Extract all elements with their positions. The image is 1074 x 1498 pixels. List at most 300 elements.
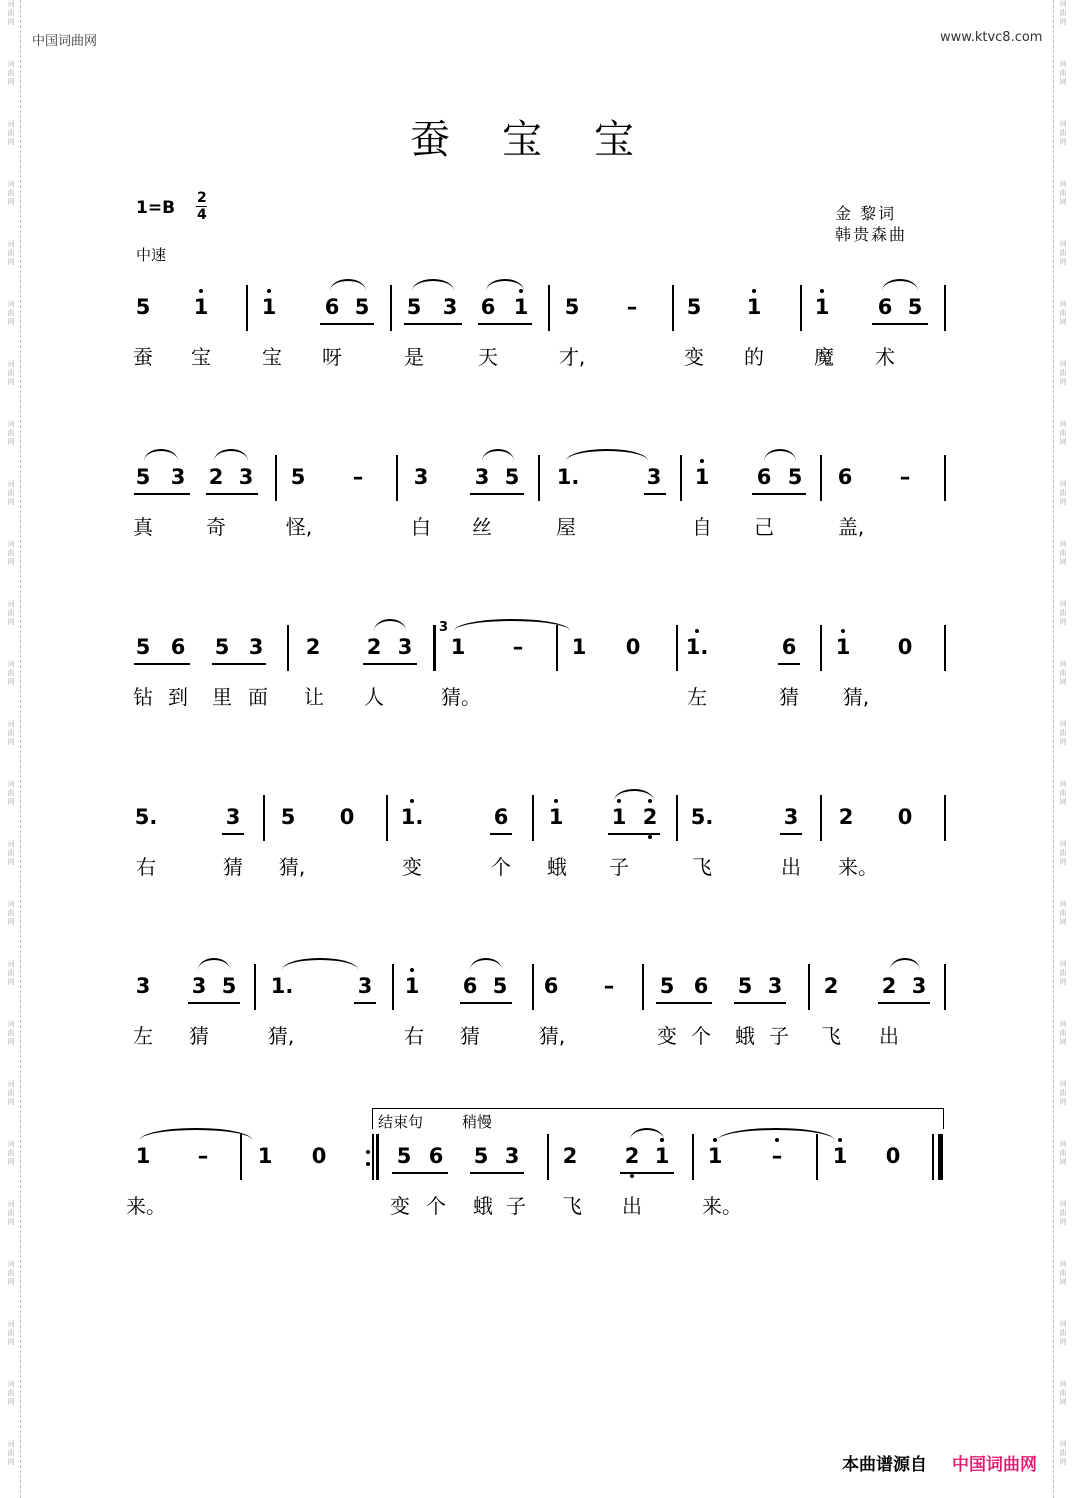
lyric: 出	[781, 855, 801, 879]
watermark-mark: 词 曲 网	[7, 1320, 15, 1346]
note: 3	[135, 974, 151, 998]
barline	[390, 285, 392, 331]
note: 1	[135, 1144, 151, 1168]
low-octave-dot	[648, 835, 652, 839]
note: 5	[135, 295, 151, 319]
time-change-bracket	[433, 625, 435, 671]
lyric: 猜,	[278, 855, 306, 879]
lyric: 真	[133, 515, 153, 539]
high-octave-dot	[410, 799, 414, 803]
barline	[532, 964, 534, 1010]
lyric: 宝	[262, 345, 282, 369]
lyric: 猜	[779, 685, 799, 709]
note: 2	[562, 1144, 578, 1168]
site-url: www.ktvc8.com	[940, 30, 1043, 45]
lyric: 右	[136, 855, 156, 879]
watermark-mark: 词 曲 网	[1059, 360, 1067, 386]
slur	[614, 789, 654, 801]
note: 1	[654, 1144, 670, 1168]
note: 6	[170, 635, 186, 659]
note: 5	[135, 635, 151, 659]
lyric: 呀	[322, 345, 342, 369]
slur	[454, 619, 570, 631]
barline	[692, 1134, 694, 1180]
footer-source-brand: 中国词曲网	[952, 1455, 1037, 1475]
lyric: 屋	[556, 515, 576, 539]
note: 3	[191, 974, 207, 998]
lyric: 猜,	[842, 685, 870, 709]
high-octave-dot	[695, 629, 699, 633]
note: 2	[305, 635, 321, 659]
watermark-mark: 词 曲 网	[7, 1260, 15, 1286]
low-octave-dot	[630, 1174, 634, 1178]
watermark-mark: 词 曲 网	[1059, 240, 1067, 266]
lyric: 来。	[702, 1194, 742, 1218]
right-watermark-strip	[1053, 0, 1072, 1498]
lyric: 右	[404, 1024, 424, 1048]
lyric: 蛾	[547, 855, 567, 879]
note: 0	[339, 805, 355, 829]
slur	[330, 279, 366, 291]
high-octave-dot	[820, 289, 824, 293]
lyricist-credit: 金 黎词	[835, 204, 897, 223]
note: 6	[781, 635, 797, 659]
watermark-mark: 词 曲 网	[1059, 720, 1067, 746]
watermark-mark: 词 曲 网	[7, 720, 15, 746]
barline	[275, 455, 277, 501]
note: 5.	[134, 805, 158, 829]
barline	[944, 964, 946, 1010]
note: 6	[877, 295, 893, 319]
note: 6	[693, 974, 709, 998]
beam-underline	[363, 663, 417, 665]
slur	[486, 279, 524, 291]
lyric: 蛾	[473, 1194, 493, 1218]
watermark-mark: 词 曲 网	[1059, 1260, 1067, 1286]
slur	[890, 958, 920, 970]
beam-underline	[392, 1172, 448, 1174]
lyric: 来。	[838, 855, 878, 879]
high-octave-dot	[410, 968, 414, 972]
lyric: 蚕	[133, 345, 153, 369]
ending-bracket	[372, 1108, 944, 1129]
note: 6	[324, 295, 340, 319]
note: 5	[221, 974, 237, 998]
barline	[642, 964, 644, 1010]
beam-underline	[656, 1002, 712, 1004]
watermark-mark: 词 曲 网	[1059, 540, 1067, 566]
watermark-mark: 词 曲 网	[1059, 1320, 1067, 1346]
composer-credit: 韩贵森曲	[835, 225, 908, 244]
watermark-mark: 词 曲 网	[7, 600, 15, 626]
lyric: 飞	[562, 1194, 582, 1218]
slur	[282, 958, 358, 970]
lyric: 里	[212, 685, 232, 709]
lyric: 白	[411, 515, 431, 539]
site-name: 中国词曲网	[32, 34, 98, 49]
note: 1.	[400, 805, 424, 829]
beam-underline	[470, 493, 524, 495]
note: 5	[290, 465, 306, 489]
lyric: 宝	[191, 345, 211, 369]
watermark-mark: 词 曲 网	[7, 0, 15, 26]
note: 5	[737, 974, 753, 998]
watermark-mark: 词 曲 网	[7, 480, 15, 506]
note: 2	[823, 974, 839, 998]
slur	[198, 958, 230, 970]
barline	[672, 285, 674, 331]
beam-underline	[206, 493, 258, 495]
final-barline-thin	[932, 1134, 934, 1180]
watermark-mark: 词 曲 网	[7, 840, 15, 866]
barline	[556, 625, 558, 671]
slur	[630, 1128, 664, 1140]
note: 0	[625, 635, 641, 659]
slur	[412, 279, 454, 291]
lyric: 到	[168, 685, 188, 709]
note: 5	[492, 974, 508, 998]
note: 3	[504, 1144, 520, 1168]
beam-underline	[354, 1002, 376, 1004]
repeat-barline	[372, 1134, 374, 1180]
beam-underline	[734, 1002, 786, 1004]
note: 3	[397, 635, 413, 659]
high-octave-dot	[199, 289, 203, 293]
lyric: 的	[744, 345, 764, 369]
lyric: 面	[248, 685, 268, 709]
note: 5.	[690, 805, 714, 829]
note: –	[512, 635, 524, 659]
lyric: 天	[478, 345, 498, 369]
watermark-mark: 词 曲 网	[1059, 600, 1067, 626]
note: 1	[746, 295, 762, 319]
watermark-mark: 词 曲 网	[1059, 120, 1067, 146]
ending-tempo: 稍慢	[462, 1113, 493, 1131]
beam-underline	[134, 663, 190, 665]
slur	[374, 619, 406, 631]
lyric: 出	[622, 1194, 642, 1218]
watermark-mark: 词 曲 网	[1059, 1020, 1067, 1046]
note: –	[603, 974, 615, 998]
barline	[386, 795, 388, 841]
lyric: 子	[506, 1194, 526, 1218]
barline	[676, 625, 678, 671]
beam-underline	[404, 323, 462, 325]
note: –	[197, 1144, 209, 1168]
watermark-mark: 词 曲 网	[1059, 480, 1067, 506]
beam-underline	[490, 833, 512, 835]
lyric: 飞	[692, 855, 712, 879]
note: 1.	[270, 974, 294, 998]
high-octave-dot	[700, 459, 704, 463]
note: 0	[897, 635, 913, 659]
slur	[882, 279, 918, 291]
watermark-mark: 词 曲 网	[1059, 1440, 1067, 1466]
watermark-mark: 词 曲 网	[7, 540, 15, 566]
lyric: 来。	[126, 1194, 166, 1218]
beam-underline	[644, 493, 666, 495]
slur	[144, 449, 178, 461]
lyric: 左	[687, 685, 707, 709]
high-octave-dot	[554, 799, 558, 803]
key-signature: 1=B	[136, 198, 176, 218]
watermark-mark: 词 曲 网	[7, 1200, 15, 1226]
final-barline-thick	[938, 1134, 943, 1180]
note: 3	[783, 805, 799, 829]
note: 6	[837, 465, 853, 489]
beam-underline	[878, 1002, 930, 1004]
barline	[680, 455, 682, 501]
watermark-mark: 词 曲 网	[7, 120, 15, 146]
slur	[470, 958, 502, 970]
note: 5	[686, 295, 702, 319]
note: 5	[280, 805, 296, 829]
lyric: 个	[491, 855, 511, 879]
beam-underline	[134, 493, 190, 495]
high-octave-dot	[713, 1138, 717, 1142]
high-octave-dot	[752, 289, 756, 293]
watermark-mark: 词 曲 网	[7, 1020, 15, 1046]
note: 5	[907, 295, 923, 319]
note: 5	[504, 465, 520, 489]
watermark-mark: 词 曲 网	[7, 1140, 15, 1166]
watermark-mark: 词 曲 网	[7, 180, 15, 206]
watermark-mark: 词 曲 网	[7, 360, 15, 386]
slur	[482, 449, 514, 461]
lyric: 己	[754, 515, 774, 539]
barline	[263, 795, 265, 841]
watermark-mark: 词 曲 网	[7, 1080, 15, 1106]
watermark-mark: 词 曲 网	[7, 60, 15, 86]
barline	[547, 1134, 549, 1180]
barline	[287, 625, 289, 671]
beam-underline	[620, 1172, 674, 1174]
watermark-mark: 词 曲 网	[1059, 840, 1067, 866]
note: 3	[442, 295, 458, 319]
beam-underline	[460, 1002, 512, 1004]
watermark-mark: 词 曲 网	[1059, 420, 1067, 446]
lyric: 才,	[558, 345, 586, 369]
barline	[254, 964, 256, 1010]
watermark-mark: 词 曲 网	[7, 780, 15, 806]
note: 1	[257, 1144, 273, 1168]
barline	[240, 1134, 242, 1180]
lyric: 是	[404, 345, 424, 369]
note: 3	[225, 805, 241, 829]
note: 2	[881, 974, 897, 998]
note: 5	[135, 465, 151, 489]
note: 1	[814, 295, 830, 319]
note: 1	[450, 635, 466, 659]
note: 2	[838, 805, 854, 829]
note: 6	[462, 974, 478, 998]
beam-underline	[872, 323, 928, 325]
note: 0	[311, 1144, 327, 1168]
watermark-mark: 词 曲 网	[7, 660, 15, 686]
note: 3	[170, 465, 186, 489]
watermark-mark: 词 曲 网	[7, 960, 15, 986]
lyric: 变	[684, 345, 704, 369]
note: 1	[261, 295, 277, 319]
lyric: 蛾	[735, 1024, 755, 1048]
note: 1	[832, 1144, 848, 1168]
barline	[548, 285, 550, 331]
watermark-mark: 词 曲 网	[7, 1380, 15, 1406]
barline	[800, 285, 802, 331]
note: 1	[513, 295, 529, 319]
watermark-mark: 词 曲 网	[1059, 1080, 1067, 1106]
note: 1	[571, 635, 587, 659]
note: 3	[474, 465, 490, 489]
note: 1	[193, 295, 209, 319]
note: 5	[354, 295, 370, 319]
note: 1	[835, 635, 851, 659]
note: 1	[707, 1144, 723, 1168]
note: 1	[404, 974, 420, 998]
watermark-mark: 词 曲 网	[1059, 60, 1067, 86]
beam-underline	[780, 833, 802, 835]
lyric: 猜,	[267, 1024, 295, 1048]
high-octave-dot	[838, 1138, 842, 1142]
beam-underline	[188, 1002, 240, 1004]
note: –	[899, 465, 911, 489]
lyric: 让	[304, 685, 324, 709]
watermark-mark: 词 曲 网	[7, 900, 15, 926]
note: 5	[787, 465, 803, 489]
barline	[820, 455, 822, 501]
note: 2	[366, 635, 382, 659]
repeat-dot	[366, 1150, 370, 1154]
lyric: 魔	[814, 345, 834, 369]
note: 5	[564, 295, 580, 319]
barline	[246, 285, 248, 331]
lyric: 猜	[189, 1024, 209, 1048]
watermark-mark: 词 曲 网	[7, 1440, 15, 1466]
note: 3	[238, 465, 254, 489]
barline	[816, 1134, 818, 1180]
barline	[676, 795, 678, 841]
beam-underline	[470, 1172, 524, 1174]
note: 6	[493, 805, 509, 829]
note: 6	[756, 465, 772, 489]
note: 3	[646, 465, 662, 489]
note: 0	[885, 1144, 901, 1168]
left-watermark-strip	[2, 0, 21, 1498]
lyric: 术	[875, 345, 895, 369]
lyric: 自	[692, 515, 712, 539]
high-octave-dot	[267, 289, 271, 293]
barline	[396, 455, 398, 501]
barline	[532, 795, 534, 841]
note: 2	[642, 805, 658, 829]
watermark-mark: 词 曲 网	[1059, 1380, 1067, 1406]
lyric: 变	[390, 1194, 410, 1218]
note: 2	[624, 1144, 640, 1168]
note: 5	[473, 1144, 489, 1168]
tempo-marking: 中速	[136, 246, 167, 264]
slur	[140, 1128, 252, 1140]
barline	[944, 455, 946, 501]
barline	[944, 795, 946, 841]
lyric: 子	[609, 855, 629, 879]
lyric: 怪,	[285, 515, 313, 539]
note: 6	[428, 1144, 444, 1168]
watermark-mark: 词 曲 网	[1059, 1200, 1067, 1226]
footer-source-label: 本曲谱源自	[842, 1455, 927, 1475]
note: –	[626, 295, 638, 319]
note: –	[352, 465, 364, 489]
lyric: 丝	[472, 515, 492, 539]
lyric: 盖,	[837, 515, 865, 539]
lyric: 变	[657, 1024, 677, 1048]
barline	[944, 285, 946, 331]
note: 6	[480, 295, 496, 319]
lyric: 出	[879, 1024, 899, 1048]
barline	[944, 625, 946, 671]
watermark-mark: 词 曲 网	[1059, 300, 1067, 326]
barline	[392, 964, 394, 1010]
note: 0	[897, 805, 913, 829]
lyric: 子	[769, 1024, 789, 1048]
watermark-mark: 词 曲 网	[7, 240, 15, 266]
song-title: 蚕宝宝	[410, 117, 686, 163]
repeat-dot	[366, 1162, 370, 1166]
note: 1	[694, 465, 710, 489]
beam-underline	[320, 323, 374, 325]
repeat-barline-thick	[376, 1134, 379, 1180]
lyric: 钻	[133, 685, 153, 709]
watermark-mark: 词 曲 网	[1059, 1140, 1067, 1166]
note: 3	[911, 974, 927, 998]
watermark-mark: 词 曲 网	[1059, 0, 1067, 26]
slur	[566, 449, 648, 461]
lyric: 左	[133, 1024, 153, 1048]
time-signature-bottom: 4	[197, 207, 207, 223]
beam-underline	[222, 833, 244, 835]
watermark-mark: 词 曲 网	[7, 420, 15, 446]
time-change-marker: 3	[439, 620, 449, 635]
note: 3	[248, 635, 264, 659]
lyric: 变	[402, 855, 422, 879]
note: 5	[659, 974, 675, 998]
lyric: 猜	[223, 855, 243, 879]
beam-underline	[212, 663, 266, 665]
watermark-mark: 词 曲 网	[1059, 660, 1067, 686]
barline	[820, 625, 822, 671]
note: 5	[406, 295, 422, 319]
note: 1.	[685, 635, 709, 659]
note: 1	[548, 805, 564, 829]
slur	[214, 449, 248, 461]
note: 3	[767, 974, 783, 998]
watermark-mark: 词 曲 网	[1059, 900, 1067, 926]
watermark-mark: 词 曲 网	[1059, 960, 1067, 986]
lyric: 猜。	[441, 685, 481, 709]
barline	[820, 795, 822, 841]
note: 1.	[556, 465, 580, 489]
lyric: 猜	[460, 1024, 480, 1048]
beam-underline	[478, 323, 532, 325]
lyric: 个	[426, 1194, 446, 1218]
note: 5	[396, 1144, 412, 1168]
lyric: 奇	[206, 515, 226, 539]
watermark-mark: 词 曲 网	[1059, 180, 1067, 206]
ending-label: 结束句	[378, 1113, 424, 1131]
note: 6	[543, 974, 559, 998]
beam-underline	[608, 833, 660, 835]
note: –	[771, 1144, 783, 1168]
lyric: 飞	[821, 1024, 841, 1048]
